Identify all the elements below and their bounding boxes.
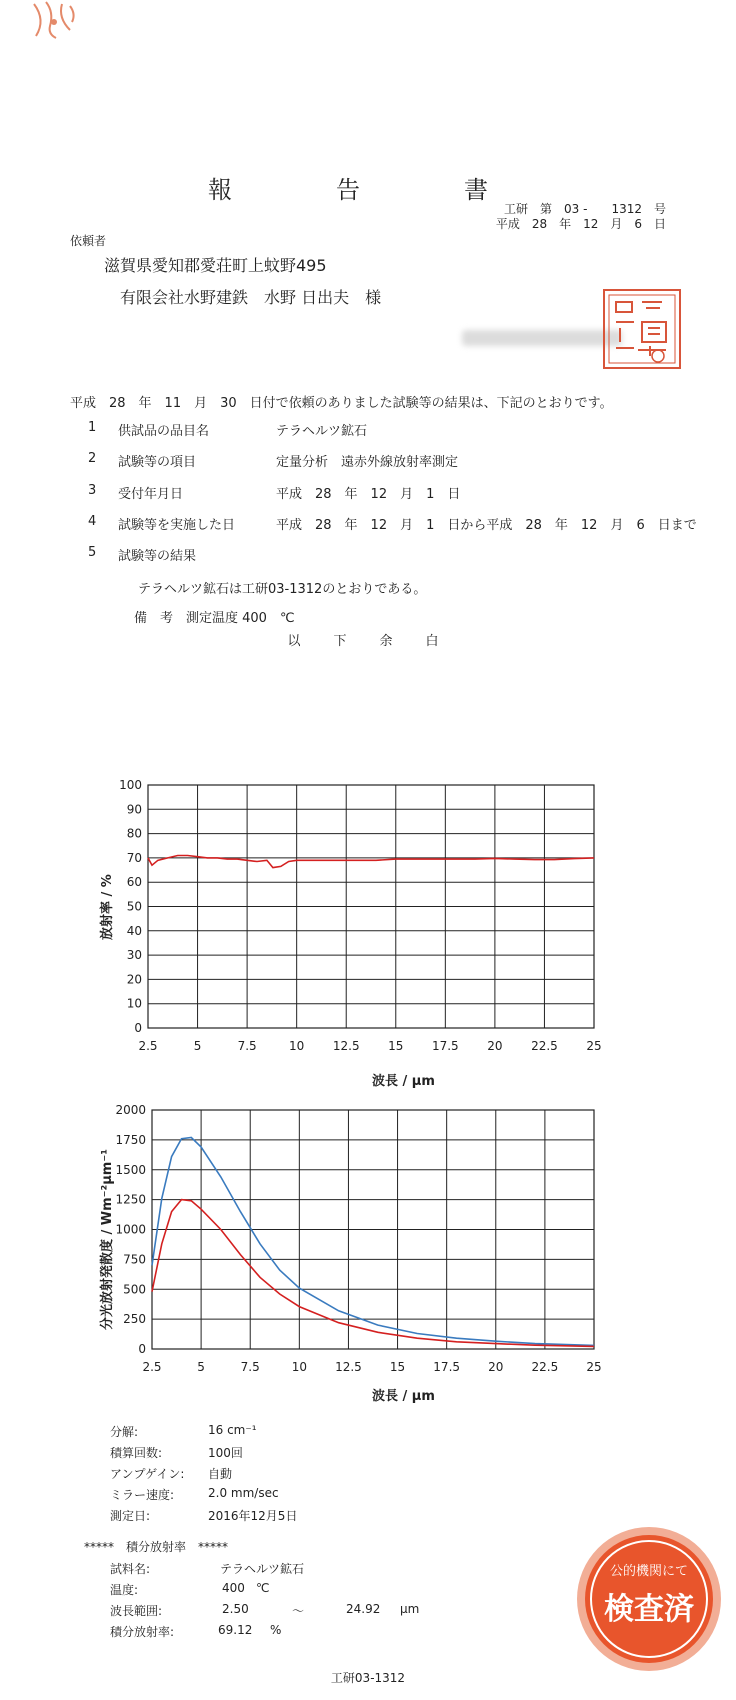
y-tick-label: 40	[126, 923, 142, 938]
meta-label: 分解:	[110, 1425, 139, 1439]
inspected-stamp	[574, 1524, 724, 1674]
integral-row-range	[110, 1602, 420, 1619]
spectral-chart-ylabel: 分光放射発散度 / Wm⁻²µm⁻¹	[100, 1149, 115, 1330]
meta-value: 自動	[208, 1467, 233, 1481]
x-tick-label: 2.5	[138, 1039, 158, 1053]
y-tick-label: 20	[126, 972, 142, 987]
x-tick-label: 7.5	[240, 1360, 260, 1374]
meta-value: 400	[222, 1581, 245, 1595]
item-row-2	[88, 451, 459, 470]
y-tick-label: 90	[126, 802, 142, 817]
meta-label: 積分放射率:	[110, 1625, 175, 1639]
item-number: 2	[88, 451, 97, 466]
meta-value: 69.12	[218, 1623, 253, 1637]
item-row-1	[88, 420, 368, 439]
official-seal-icon	[602, 288, 682, 370]
x-tick-label: 17.5	[433, 1360, 461, 1374]
y-tick-label: 80	[126, 826, 142, 841]
item-number: 4	[88, 514, 97, 529]
meta-label: ミラー速度:	[110, 1488, 175, 1502]
stamp-big-text: 検査済	[604, 1592, 694, 1627]
y-tick-label: 50	[126, 899, 142, 914]
meta-unit: %	[270, 1623, 282, 1637]
integral-row-sample	[110, 1560, 305, 1577]
meta-row	[110, 1507, 298, 1524]
emissivity-chart	[90, 780, 690, 1090]
x-tick-label: 25	[586, 1039, 602, 1053]
meta-unit: µm	[400, 1602, 420, 1616]
y-tick-label: 60	[126, 875, 142, 890]
integral-row-temp	[110, 1581, 270, 1598]
requester-address: 滋賀県愛知郡愛荘町上蚊野495	[104, 256, 327, 275]
series-line-試料	[152, 1200, 594, 1347]
document-number-block	[496, 202, 666, 232]
x-tick-label: 17.5	[431, 1039, 459, 1053]
item-label: 試験等の項目	[118, 455, 197, 470]
y-tick-label: 0	[138, 1342, 146, 1356]
spectral-chart	[90, 1102, 690, 1402]
x-tick-label: 10	[291, 1360, 307, 1374]
item-value: 平成 28 年 12 月 1 日	[276, 487, 461, 502]
meta-unit: ℃	[256, 1581, 270, 1595]
integral-heading: ***** 積分放射率 *****	[84, 1540, 229, 1554]
meta-row	[110, 1486, 279, 1503]
y-tick-label: 1000	[115, 1222, 146, 1237]
meta-row	[110, 1444, 243, 1461]
x-tick-label: 22.5	[531, 1039, 558, 1053]
redacted-text	[462, 330, 622, 346]
y-tick-label: 100	[119, 780, 142, 792]
meta-row	[110, 1423, 257, 1440]
y-tick-label: 500	[123, 1282, 146, 1297]
item-label: 受付年月日	[118, 487, 184, 502]
footer-doc-number: 工研03-1312	[330, 1671, 406, 1685]
intro-sentence: 平成 28 年 11 月 30 日付で依頼のありました試験等の結果は、下記のとおりです。	[70, 396, 613, 411]
meta-value: 100回	[208, 1446, 243, 1460]
x-tick-label: 2.5	[142, 1360, 162, 1374]
document-title: 報 告 書	[208, 176, 528, 204]
x-tick-label: 10	[289, 1039, 305, 1053]
emissivity-chart-ylabel: 放射率 / %	[100, 874, 115, 940]
item-number: 5	[88, 545, 97, 560]
y-tick-label: 1250	[115, 1192, 146, 1207]
meta-label: 測定日:	[110, 1509, 151, 1523]
x-tick-label: 12.5	[332, 1039, 360, 1053]
emissivity-chart-xlabel: 波長 / µm	[372, 1074, 435, 1089]
meta-label: 試料名:	[110, 1562, 151, 1576]
x-tick-label: 15	[388, 1039, 404, 1053]
document-number: 工研 第 03 - 1312 号	[504, 202, 666, 216]
series-line-放射率	[148, 856, 594, 868]
item-number: 3	[88, 483, 97, 498]
corner-seal-icon	[26, 0, 82, 42]
integral-row-emissivity	[110, 1623, 282, 1640]
meta-label: 積算回数:	[110, 1446, 163, 1460]
meta-value: テラヘルツ鉱石	[220, 1562, 305, 1576]
item-row-3	[88, 483, 461, 502]
y-tick-label: 2000	[115, 1103, 146, 1117]
meta-label: アンプゲイン:	[110, 1467, 185, 1481]
item-row-4	[88, 514, 697, 533]
y-tick-label: 1750	[115, 1132, 146, 1147]
y-tick-label: 1500	[115, 1162, 146, 1177]
x-tick-label: 5	[193, 1039, 202, 1053]
meta-value: 2.50	[222, 1602, 249, 1616]
meta-sep: ～	[292, 1604, 305, 1618]
requester-label: 依頼者	[70, 234, 107, 248]
stamp-small-text: 公的機関にて	[609, 1564, 688, 1579]
meta-value: 2.0 mm/sec	[208, 1486, 279, 1500]
x-tick-label: 15	[389, 1360, 406, 1374]
ika-yohaku: 以 下 余 白	[287, 634, 449, 649]
meta-label: 波長範囲:	[110, 1604, 163, 1618]
y-tick-label: 70	[126, 850, 142, 865]
y-tick-label: 250	[123, 1312, 146, 1327]
document-date: 平成 28 年 12 月 6 日	[495, 217, 666, 231]
series-line-黒体	[152, 1138, 594, 1346]
item-label: 試験等の結果	[118, 549, 197, 564]
spectral-chart-xlabel: 波長 / µm	[372, 1389, 435, 1404]
y-tick-label: 750	[123, 1252, 146, 1267]
x-tick-label: 25	[586, 1360, 602, 1374]
item-value: 定量分析 遠赤外線放射率測定	[276, 455, 459, 470]
meta-value: 2016年12月5日	[208, 1509, 298, 1523]
x-tick-label: 20	[488, 1360, 504, 1374]
x-tick-label: 22.5	[531, 1360, 559, 1374]
remark: 備 考 測定温度 400 ℃	[134, 611, 295, 626]
item-number: 1	[88, 420, 97, 435]
item-label: 試験等を実施した日	[118, 518, 236, 533]
y-tick-label: 10	[126, 996, 142, 1011]
item-value: 平成 28 年 12 月 1 日から平成 28 年 12 月 6 日まで	[276, 518, 697, 533]
meta-label: 温度:	[110, 1583, 139, 1597]
x-tick-label: 12.5	[335, 1360, 362, 1374]
item-row-5	[88, 545, 197, 564]
meta-value: 24.92	[346, 1602, 381, 1616]
x-tick-label: 5	[197, 1360, 205, 1374]
requester-name: 有限会社水野建鉄 水野 日出夫 様	[120, 288, 382, 307]
meta-row	[110, 1465, 233, 1482]
meta-value: 16 cm⁻¹	[208, 1423, 257, 1437]
x-tick-label: 20	[487, 1039, 503, 1053]
y-tick-label: 0	[134, 1021, 142, 1035]
result-text: テラヘルツ鉱石は工研03-1312のとおりである。	[138, 582, 427, 597]
item-label: 供試品の品目名	[118, 424, 210, 439]
x-tick-label: 7.5	[237, 1039, 257, 1053]
y-tick-label: 30	[126, 948, 142, 963]
item-value: テラヘルツ鉱石	[276, 424, 368, 439]
